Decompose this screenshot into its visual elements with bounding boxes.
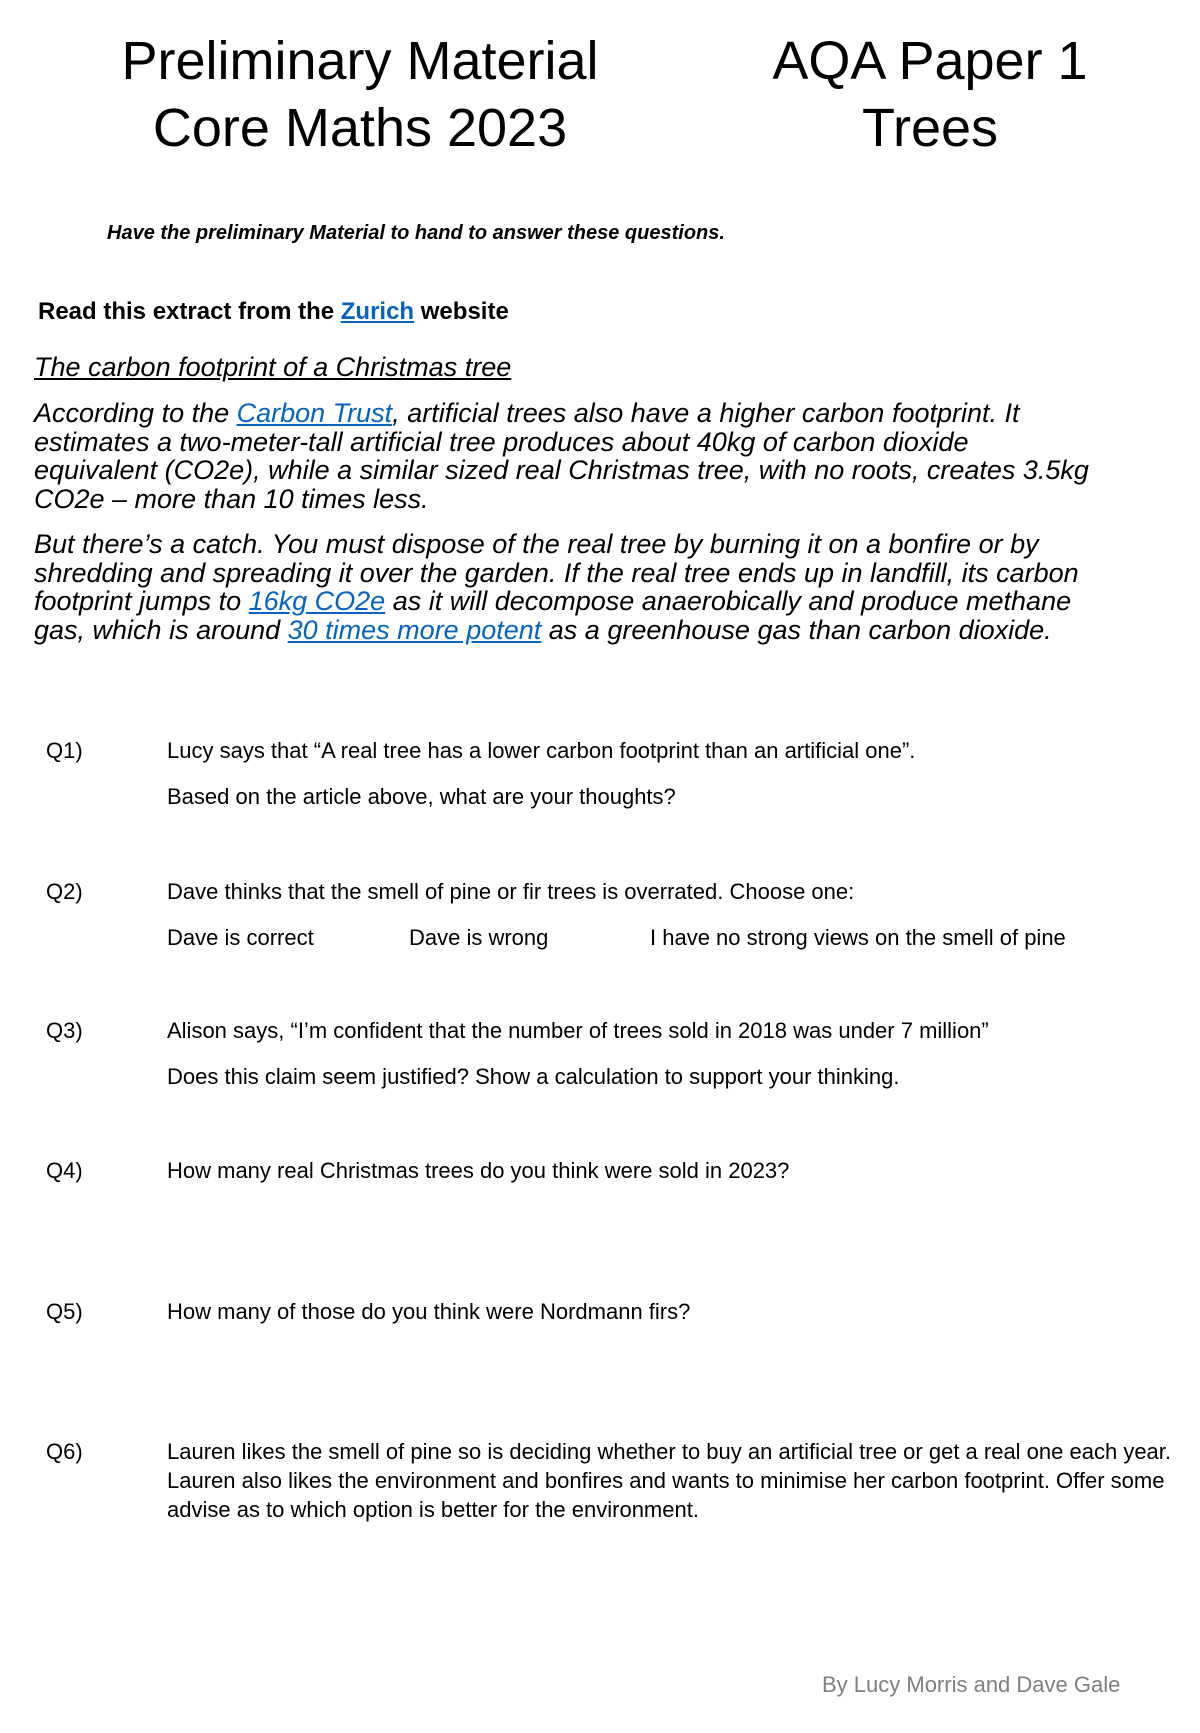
question-text: Lauren likes the smell of pine so is deciding whether to buy an artificial tree or get a real one each year. Lauren also likes the environment and bonfires and wants to minimise her carbon footprint. Offer some advise as to which option is better for the environment. (167, 1439, 1172, 1522)
question-number: Q2) (46, 879, 83, 904)
extract-intro-before: Read this extract from the (38, 298, 341, 325)
extract-intro-after: website (414, 298, 509, 325)
question-number: Q4) (46, 1158, 83, 1183)
question-subtext: Does this claim seem justified? Show a calculation to support your thinking. (167, 1064, 900, 1089)
question-number: Q5) (46, 1299, 83, 1324)
title-right (720, 28, 1140, 162)
title-right-line2: Trees (861, 98, 999, 158)
para2-after: as a greenhouse gas than carbon dioxide. (541, 614, 1052, 645)
zurich-link[interactable]: Zurich (340, 298, 415, 325)
title-left-line1: Preliminary Material (121, 31, 599, 91)
co2e-link[interactable]: 16kg CO2e (248, 586, 386, 616)
potent-link[interactable]: 30 times more potent (287, 614, 542, 645)
article-paragraph-2 (34, 530, 1094, 644)
option-dave-correct[interactable]: Dave is correct (167, 925, 314, 950)
title-right-line1: AQA Paper 1 (772, 31, 1088, 91)
question-number: Q6) (46, 1439, 83, 1464)
title-left-line2: Core Maths 2023 (152, 98, 568, 158)
question-number: Q1) (46, 738, 83, 763)
question-text: Dave thinks that the smell of pine or fir trees is overrated. Choose one: (167, 879, 855, 904)
para1-before: According to the (34, 398, 237, 428)
carbon-trust-link[interactable]: Carbon Trust (236, 398, 393, 428)
question-text: Alison says, “I’m confident that the number of trees sold in 2018 was under 7 million” (167, 1018, 989, 1043)
question-text: How many real Christmas trees do you think were sold in 2023? (167, 1158, 790, 1183)
instruction-text: Have the preliminary Material to hand to answer these questions. (107, 222, 725, 244)
option-dave-wrong[interactable]: Dave is wrong (409, 925, 549, 950)
para2-before: But there’s a catch. You must dispose of the real tree by burning it on a bonfire or by shredding and spreading it over the garden. If the real tree ends up in landfill, its carbon footprint jumps to (34, 529, 1079, 616)
article-paragraph-1 (34, 399, 1094, 513)
question-text: Lucy says that “A real tree has a lower carbon footprint than an artificial one”. (167, 738, 916, 763)
question-subtext: Based on the article above, what are your thoughts? (167, 784, 676, 809)
title-left (60, 28, 660, 162)
article-heading: The carbon footprint of a Christmas tree (34, 352, 512, 382)
para2-mid: as it will decompose anaerobically and produce methane gas, which is around (34, 586, 1072, 645)
para1-after: , artificial trees also have a higher carbon footprint. It estimates a two-meter-tall artificial tree produces about 40kg of carbon dioxide equivalent (CO2e), while a similar sized real Christmas tree, with no roots, creates 3.5kg CO2e – more than 10 times less. (34, 398, 1089, 514)
extract-intro (38, 298, 509, 326)
question-text: How many of those do you think were Nordmann firs? (167, 1299, 691, 1324)
footer-credit: By Lucy Morris and Dave Gale (822, 1672, 1121, 1697)
option-no-strong-views[interactable]: I have no strong views on the smell of pine (650, 925, 1066, 950)
question-number: Q3) (46, 1018, 83, 1043)
